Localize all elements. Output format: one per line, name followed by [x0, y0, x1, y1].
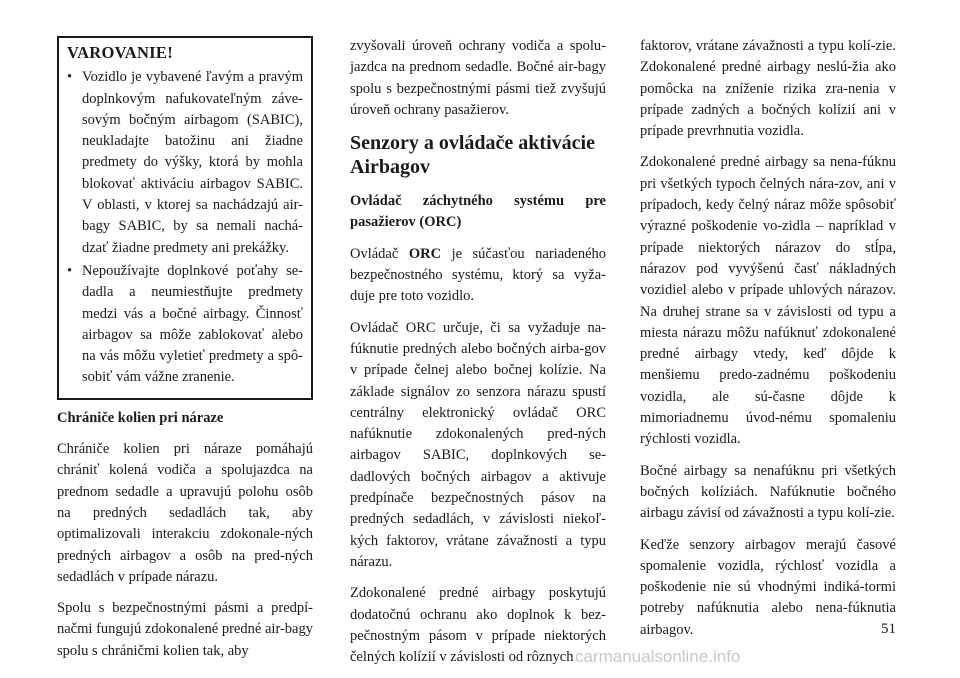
warning-item-text: Nepoužívajte doplnkové poťahy se-dadla a neumiestňujte predmety medzi vás a bočné airbagy. Činnosť airbagov sa môže zablokovať alebo na vás môžu vyletieť predmety a spô-sobiť vám vážne zranenie.: [82, 262, 303, 386]
watermark: carmanualsonline.info: [575, 647, 741, 666]
warning-item: [67, 67, 303, 259]
warning-item-text: Vozidlo je vybavené ľavým a pravým doplnkovým nafukovateľným záve-sovým bočným airbagom (SABIC), neukladajte batožinu ani žiadne predmety do výšky, ktorá by mohla blokovať aktiváciu airbagov SABIC. V oblasti, v ktorej sa nachádzajú air-bagy SABIC, by sa nemali nachá-dzať žiadne predmety ani prekážky.: [82, 69, 303, 256]
page-number: 51: [881, 621, 896, 637]
bullet-icon: •: [67, 69, 73, 86]
paragraph: Keďže senzory airbagov merajú časové spomalenie vozidla, rýchlosť vozidla a poškodenie nie sú vhodnými indiká-tormi potreby nafúknutia alebo nena-fúknutia airbagov.: [640, 536, 896, 638]
warning-list: [67, 67, 303, 388]
paragraph: Chrániče kolien pri náraze pomáhajú chrániť kolená vodiča a spolujazdca na prednom sedadle a upravujú polohu osôb na predných sedadlách tak, aby optimalizovali interakciu zdokonale-ných predných airbagov a osôb na pred-ných sedadlách v prípade nárazu.: [57, 441, 313, 585]
warning-box: [57, 36, 313, 400]
paragraph: Spolu s bezpečnostnými pásmi a predpí-načmi fungujú zdokonalené predné air-bagy spolu s chráničmi kolien tak, aby: [57, 600, 313, 659]
warning-title: VAROVANIE!: [67, 43, 173, 62]
left-column: [57, 36, 313, 672]
paragraph: zvyšovali úroveň ochrany vodiča a spolu-jazdca na prednom sedadle. Bočné air-bagy spolu s bezpečnostnými pásmi tiež zvyšujú úroveň ochrany pasažierov.: [350, 38, 606, 118]
bullet-icon: •: [67, 262, 73, 279]
knee-bolster-heading: Chrániče kolien pri náraze: [57, 409, 224, 426]
paragraph: Zdokonalené predné airbagy sa nena-fúknu pri všetkých typoch čelných nára-zov, ani v prípadoch, kedy čelný náraz môže spôsobiť výrazné poškodenie vo-zidla – napríklad v prípade niektorých nárazov do stĺpa, nárazov pod vyvýšenú časť nákladných vozidiel alebo v prípade uhlových nárazov. Na druhej strane sa v závislosti od typu a miesta nárazu môžu nafúknuť zdokonalené predné airbagy vtedy, keď dôjde k menšiemu predo-zadnému poškodeniu vozidla, ale sú-časne dôjde k mimoriadnemu úvod-nému spomaleniu rýchlosti vozidla.: [640, 154, 896, 448]
orc-heading: Ovládač záchytného systému pre pasažierov (ORC): [350, 193, 606, 231]
middle-column: [350, 36, 606, 678]
paragraph-text: Ovládač: [350, 245, 409, 262]
paragraph: Ovládač ORC určuje, či sa vyžaduje na-fúknutie predných alebo bočných airba-gov v prípade čelnej alebo bočnej kolízie. Na základe signálov zo senzora nárazu spustí centrálny elektronický ovládač ORC nafúknutie zdokonalených pred-ných airbagov SABIC, doplnkových se-dadlových bočných airbagov a aktivuje predpínače bezpečnostných pásov na predných sedadlách, v závislosti niekoľ-kých faktorov, vrátane závažnosti a typu nárazu.: [350, 319, 606, 570]
paragraph: Zdokonalené predné airbagy poskytujú dodatočnú ochranu ako doplnok k bez-pečnostným pásom v prípade niektorých čelných kolízií v závislosti od rôznych: [350, 585, 606, 666]
orc-bold-term: ORC: [408, 245, 442, 262]
paragraph-text: je súčasťou nariadeného bezpečnostného systému, ktorý sa vyža-duje pre toto vozidlo.: [350, 245, 607, 305]
right-column: [640, 36, 896, 651]
paragraph: Bočné airbagy sa nenafúknu pri všetkých bočných kolíziách. Nafúknutie bočného airbagu závisí od závažnosti a typu kolí-zie.: [640, 462, 896, 522]
paragraph: faktorov, vrátane závažnosti a typu kolí-zie. Zdokonalené predné airbagy neslú-žia ako pomôcka na zníženie rizika zra-nenia v prípade zadných a bočných kolízií ani v prípade prevrhnutia vozidla.: [640, 38, 896, 140]
paragraph: [350, 244, 606, 308]
warning-item: [67, 261, 303, 389]
section-heading: Senzory a ovládače aktivácie Airbagov: [350, 132, 595, 179]
